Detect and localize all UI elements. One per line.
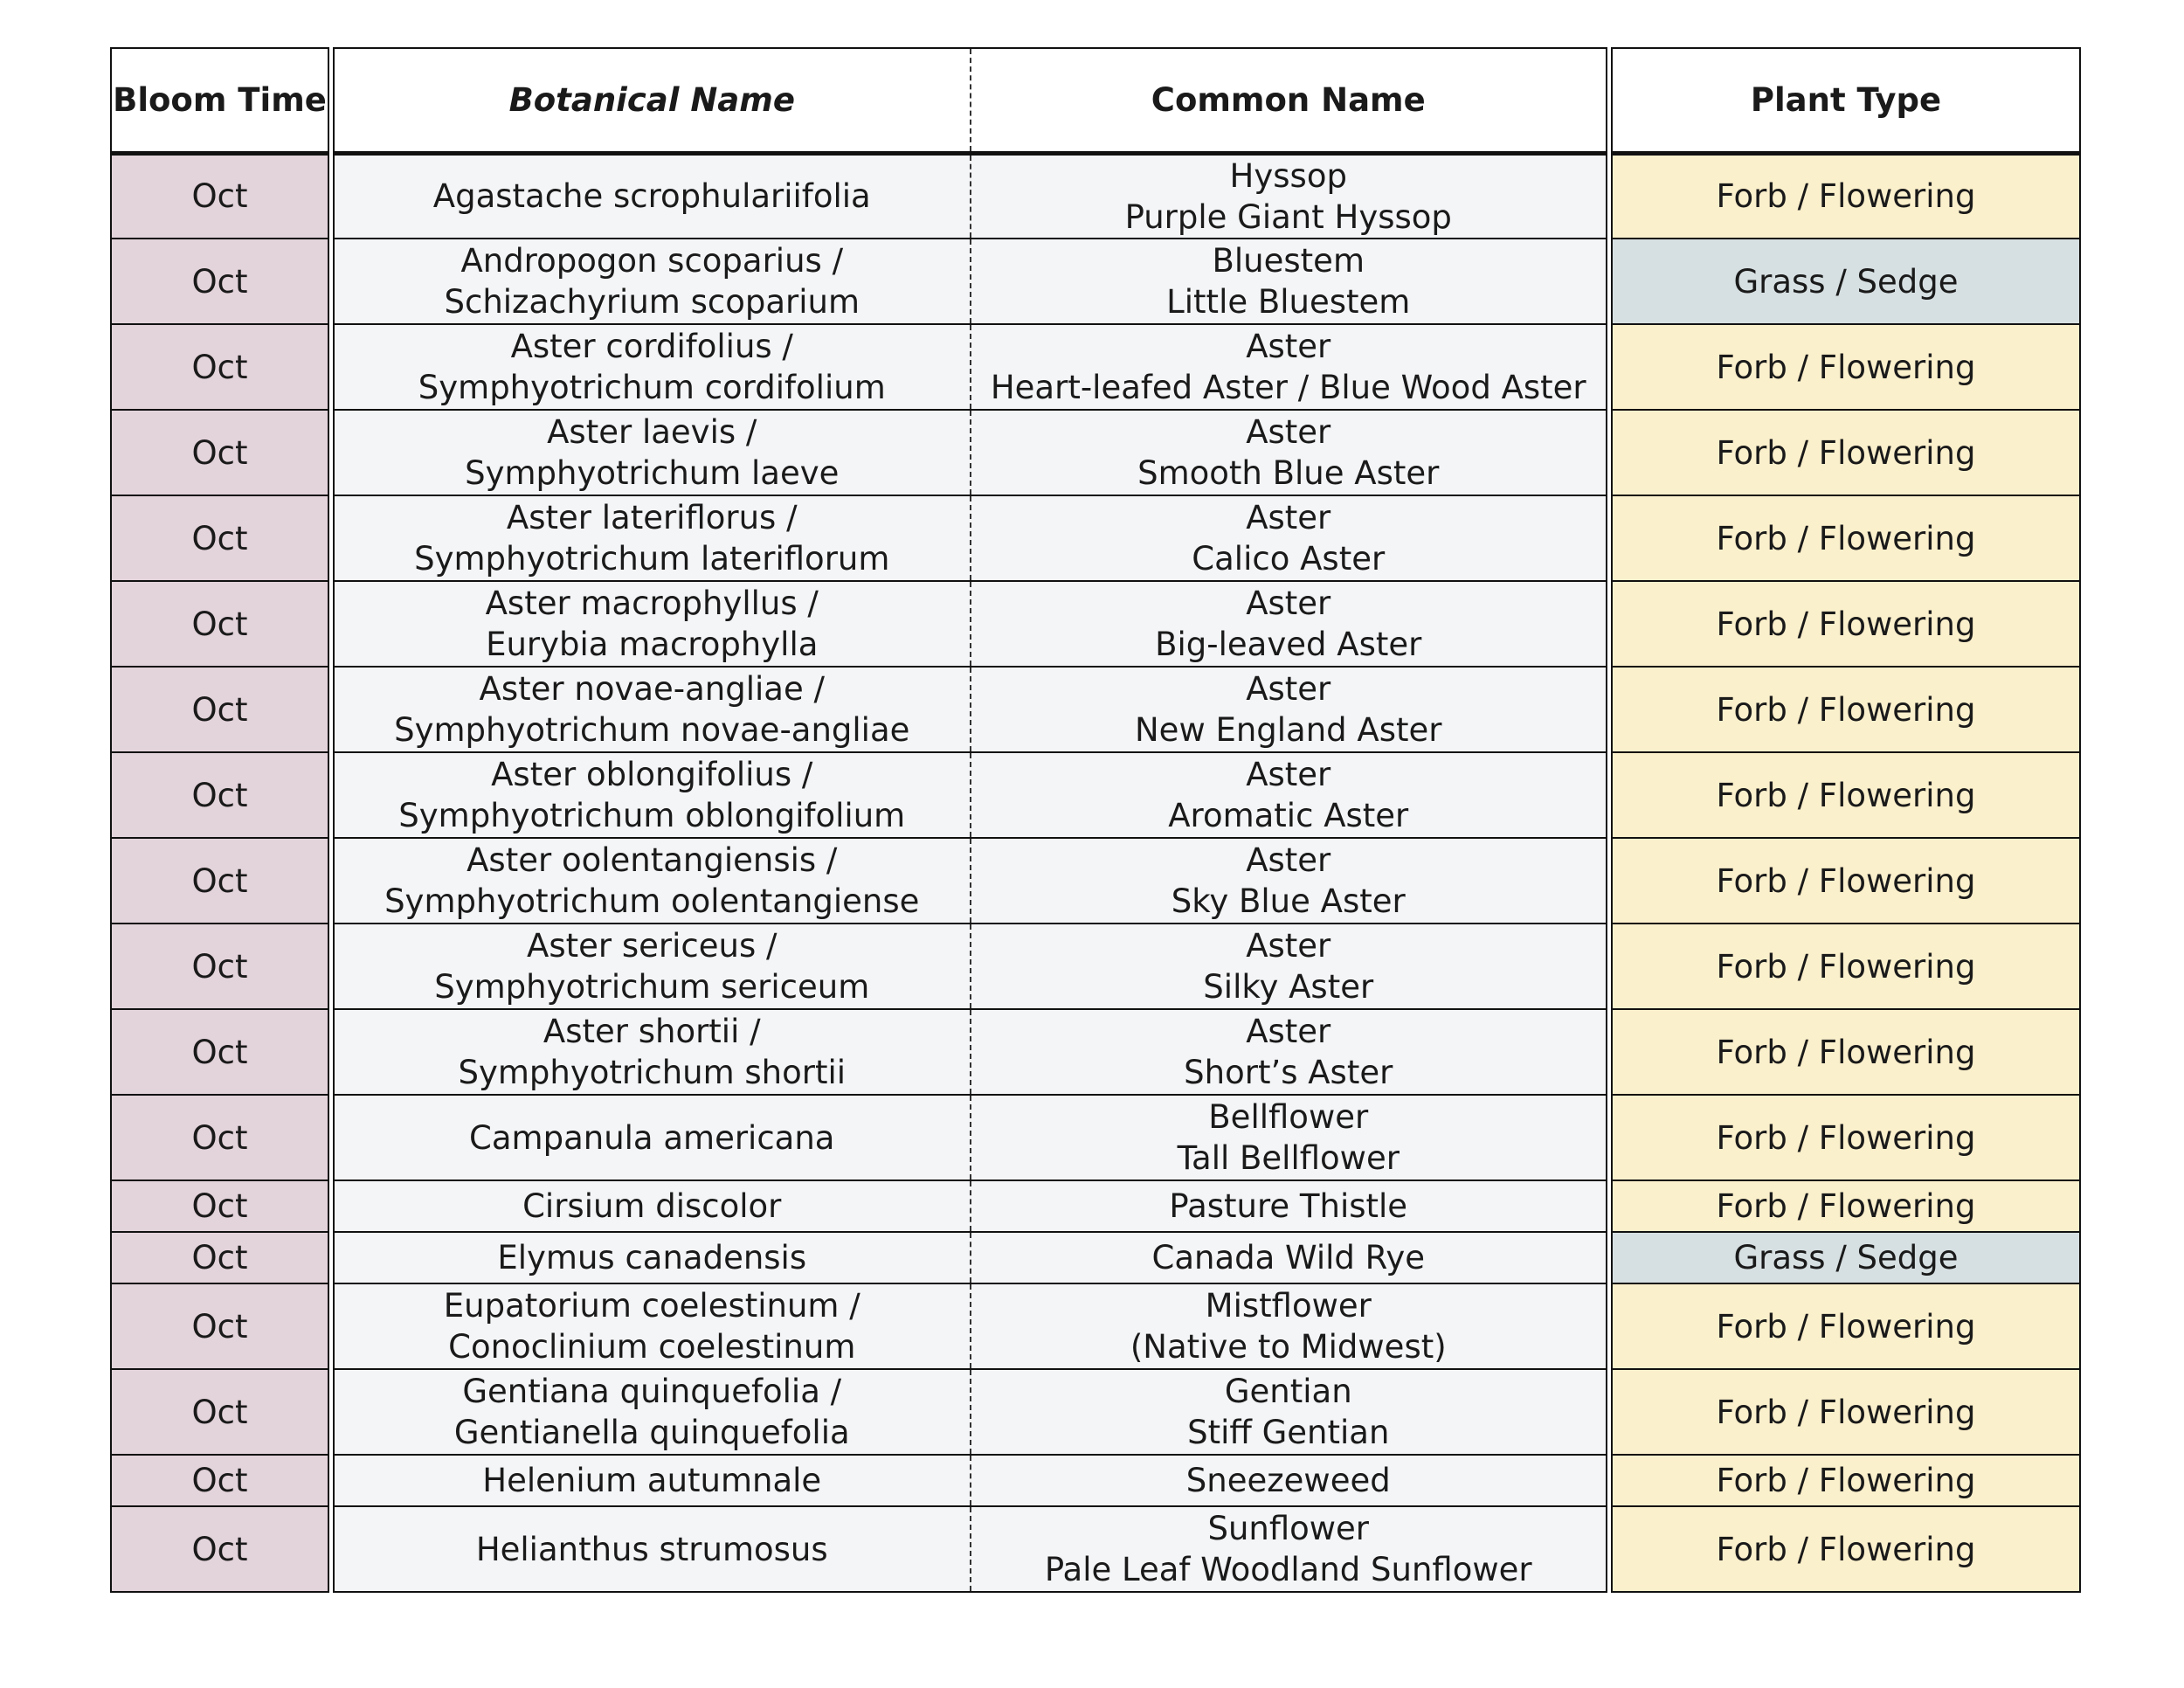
plant-type-cell: Grass / Sedge [1612, 239, 2080, 324]
common-name-line: Aster [1246, 927, 1331, 965]
common-name-line: Big-leaved Aster [1155, 626, 1422, 663]
botanical-name-cell [334, 1283, 971, 1369]
botanical-name-line: Symphyotrichum sericeum [434, 968, 870, 1006]
bloom-time-cell: Oct [111, 495, 328, 581]
common-name-cell [971, 1095, 1607, 1180]
table-row [1612, 1506, 2080, 1592]
botanical-name-cell [334, 153, 971, 239]
common-name-line: Aster [1246, 670, 1331, 708]
common-name-line: Pale Leaf Woodland Sunflower [1044, 1551, 1532, 1588]
common-name-line: Calico Aster [1192, 540, 1386, 578]
botanical-name-line: Schizachyrium scoparium [444, 283, 860, 321]
common-name-line: Short’s Aster [1184, 1054, 1393, 1091]
common-name-line: Sneezeweed [1185, 1462, 1391, 1499]
bloom-time-cell: Oct [111, 1506, 328, 1592]
botanical-name-line: Aster sericeus / [527, 927, 778, 965]
plant-type-cell: Forb / Flowering [1612, 495, 2080, 581]
botanical-name-cell [334, 410, 971, 495]
common-name-cell [971, 1369, 1607, 1455]
table-row [111, 410, 328, 495]
plant-type-cell: Forb / Flowering [1612, 153, 2080, 239]
plant-type-table-frame [1611, 47, 2081, 1593]
botanical-name-line: Elymus canadensis [497, 1239, 807, 1276]
botanical-name-line: Symphyotrichum oblongifolium [398, 797, 906, 834]
table-row [111, 838, 328, 924]
botanical-name-line: Andropogon scoparius / [460, 242, 844, 280]
common-name-line: Bluestem [1212, 242, 1365, 280]
table-row [334, 153, 1607, 239]
common-name-line: Sky Blue Aster [1171, 882, 1406, 920]
botanical-name-line: Symphyotrichum novae-angliae [394, 711, 910, 749]
bloom-time-table-frame [110, 47, 329, 1593]
common-name-line: Mistflower [1205, 1287, 1372, 1325]
table-row [1612, 667, 2080, 752]
table-row [1612, 1455, 2080, 1506]
plant-type-cell: Forb / Flowering [1612, 581, 2080, 667]
botanical-name-line: Gentianella quinquefolia [453, 1414, 850, 1451]
botanical-name-line: Aster laevis / [547, 413, 757, 451]
botanical-name-line: Symphyotrichum cordifolium [418, 369, 886, 406]
common-name-line: Sunflower [1207, 1510, 1370, 1547]
table-row [111, 1455, 328, 1506]
plant-type-cell: Forb / Flowering [1612, 1095, 2080, 1180]
plant-type-cell: Forb / Flowering [1612, 838, 2080, 924]
plant-type-cell: Forb / Flowering [1612, 1455, 2080, 1506]
plant-type-cell: Forb / Flowering [1612, 324, 2080, 410]
table-row [1612, 1369, 2080, 1455]
botanical-name-line: Agastache scrophulariifolia [432, 177, 871, 216]
bloom-time-cell: Oct [111, 1009, 328, 1095]
table-row [334, 1369, 1607, 1455]
common-name-cell [971, 410, 1607, 495]
table-row [111, 581, 328, 667]
botanical-name-cell [334, 1095, 971, 1180]
common-name-cell [971, 1455, 1607, 1506]
table-row [334, 1095, 1607, 1180]
common-name-cell [971, 1232, 1607, 1283]
table-row [334, 838, 1607, 924]
table-row [111, 667, 328, 752]
table-row [334, 1283, 1607, 1369]
botanical-name-line: Helianthus strumosus [475, 1530, 828, 1568]
common-name-cell [971, 924, 1607, 1009]
names-table-frame [333, 47, 1607, 1593]
table-row [1612, 924, 2080, 1009]
common-name-line: Aster [1246, 841, 1331, 879]
botanical-name-cell [334, 667, 971, 752]
common-name-cell [971, 1180, 1607, 1232]
table-row [334, 1232, 1607, 1283]
common-name-line: Aster [1246, 499, 1331, 536]
plant-type-cell: Forb / Flowering [1612, 1180, 2080, 1232]
table-row [334, 239, 1607, 324]
botanical-name-line: Campanula americana [469, 1118, 835, 1157]
table-row [1612, 153, 2080, 239]
common-name-cell [971, 324, 1607, 410]
botanical-name-line: Eupatorium coelestinum / [443, 1287, 860, 1325]
common-name-header: Common Name [971, 48, 1607, 153]
botanical-name-cell [334, 581, 971, 667]
table-row [334, 1009, 1607, 1095]
common-name-line: Purple Giant Hyssop [1124, 197, 1452, 236]
common-name-cell [971, 1506, 1607, 1592]
common-name-cell [971, 838, 1607, 924]
plant-type-table [1611, 47, 2081, 1593]
table-row [111, 1369, 328, 1455]
botanical-name-cell [334, 1369, 971, 1455]
botanical-name-cell [334, 1455, 971, 1506]
botanical-name-header: Botanical Name [334, 48, 971, 153]
common-name-line: Aster [1246, 585, 1331, 622]
botanical-name-cell [334, 239, 971, 324]
table-row [111, 324, 328, 410]
table-row [1612, 1009, 2080, 1095]
common-name-line: Aster [1246, 328, 1331, 365]
common-name-line: Heart-leafed Aster / Blue Wood Aster [990, 369, 1586, 406]
common-name-line: New England Aster [1135, 711, 1442, 749]
common-name-line: Pasture Thistle [1169, 1187, 1408, 1225]
plant-type-cell: Grass / Sedge [1612, 1232, 2080, 1283]
common-name-line: Stiff Gentian [1187, 1414, 1390, 1451]
common-name-cell [971, 239, 1607, 324]
common-name-line: Aster [1246, 756, 1331, 793]
table-row [334, 495, 1607, 581]
common-name-cell [971, 153, 1607, 239]
bloom-time-cell: Oct [111, 324, 328, 410]
bloom-time-cell: Oct [111, 1455, 328, 1506]
table-row [111, 1180, 328, 1232]
botanical-name-cell [334, 324, 971, 410]
table-row [1612, 410, 2080, 495]
botanical-name-line: Helenium autumnale [482, 1462, 822, 1499]
table-row [334, 1455, 1607, 1506]
bloom-time-cell: Oct [111, 752, 328, 838]
botanical-name-cell [334, 838, 971, 924]
common-name-cell [971, 1283, 1607, 1369]
common-name-line: Canada Wild Rye [1151, 1239, 1425, 1276]
table-row [334, 1506, 1607, 1592]
table-row [1612, 1232, 2080, 1283]
table-row [334, 924, 1607, 1009]
table-row [111, 752, 328, 838]
botanical-name-cell [334, 495, 971, 581]
common-name-line: Tall Bellflower [1177, 1139, 1400, 1177]
table-row [111, 1232, 328, 1283]
common-name-cell [971, 1009, 1607, 1095]
common-name-line: Silky Aster [1203, 968, 1374, 1006]
table-row [1612, 324, 2080, 410]
botanical-name-line: Aster cordifolius / [510, 328, 793, 365]
table-row [334, 410, 1607, 495]
header-row [111, 48, 328, 153]
common-name-cell [971, 667, 1607, 752]
botanical-name-cell [334, 1180, 971, 1232]
table-row [1612, 495, 2080, 581]
botanical-name-line: Aster oblongifolius / [491, 756, 813, 793]
names-table [333, 47, 1607, 1593]
common-name-line: Aromatic Aster [1168, 797, 1409, 834]
table-row [1612, 1095, 2080, 1180]
common-name-line: Aster [1246, 413, 1331, 451]
bloom-time-cell: Oct [111, 1283, 328, 1369]
bloom-time-cell: Oct [111, 924, 328, 1009]
table-row [111, 495, 328, 581]
table-row [111, 239, 328, 324]
botanical-name-cell [334, 752, 971, 838]
table-row [111, 1283, 328, 1369]
table-row [111, 1506, 328, 1592]
common-name-line: Smooth Blue Aster [1137, 454, 1440, 492]
bloom-time-cell: Oct [111, 1232, 328, 1283]
common-name-line: Hyssop [1229, 156, 1347, 195]
common-name-cell [971, 752, 1607, 838]
plant-type-cell: Forb / Flowering [1612, 752, 2080, 838]
table-row [111, 1009, 328, 1095]
bloom-time-cell: Oct [111, 239, 328, 324]
bloom-time-cell: Oct [111, 667, 328, 752]
table-row [111, 1095, 328, 1180]
botanical-name-line: Symphyotrichum oolentangiense [384, 882, 920, 920]
botanical-name-cell [334, 1009, 971, 1095]
bloom-time-cell: Oct [111, 1369, 328, 1455]
botanical-name-line: Eurybia macrophylla [486, 626, 819, 663]
plant-type-cell: Forb / Flowering [1612, 410, 2080, 495]
table-row [334, 667, 1607, 752]
bloom-time-cell: Oct [111, 1180, 328, 1232]
table-row [1612, 581, 2080, 667]
table-row [111, 153, 328, 239]
common-name-line: Little Bluestem [1166, 283, 1411, 321]
plant-type-cell: Forb / Flowering [1612, 1369, 2080, 1455]
botanical-name-cell [334, 924, 971, 1009]
plant-type-header: Plant Type [1612, 48, 2080, 153]
bloom-time-cell: Oct [111, 410, 328, 495]
botanical-name-cell [334, 1232, 971, 1283]
plant-type-cell: Forb / Flowering [1612, 1283, 2080, 1369]
table-row [1612, 838, 2080, 924]
botanical-name-cell [334, 1506, 971, 1592]
common-name-line: Bellflower [1208, 1098, 1369, 1136]
common-name-cell [971, 495, 1607, 581]
botanical-name-line: Aster shortii / [543, 1013, 761, 1050]
table-row [334, 752, 1607, 838]
bloom-time-table [110, 47, 329, 1593]
common-name-line: Aster [1246, 1013, 1331, 1050]
botanical-name-line: Aster lateriflorus / [506, 499, 798, 536]
table-row [334, 581, 1607, 667]
botanical-name-line: Aster macrophyllus / [485, 585, 819, 622]
header-row [334, 48, 1607, 153]
bloom-time-cell: Oct [111, 1095, 328, 1180]
botanical-name-line: Symphyotrichum laeve [465, 454, 840, 492]
header-row [1612, 48, 2080, 153]
table-row [111, 924, 328, 1009]
botanical-name-line: Aster oolentangiensis / [467, 841, 838, 879]
table-row [334, 1180, 1607, 1232]
bloom-time-header: Bloom Time [111, 48, 328, 153]
plant-type-cell: Forb / Flowering [1612, 1506, 2080, 1592]
common-name-line: Gentian [1224, 1373, 1352, 1410]
common-name-cell [971, 581, 1607, 667]
plant-type-cell: Forb / Flowering [1612, 924, 2080, 1009]
plant-type-cell: Forb / Flowering [1612, 667, 2080, 752]
bloom-time-cell: Oct [111, 838, 328, 924]
botanical-name-line: Cirsium discolor [522, 1187, 782, 1225]
table-row [1612, 752, 2080, 838]
table-row [1612, 1283, 2080, 1369]
plant-type-cell: Forb / Flowering [1612, 1009, 2080, 1095]
botanical-name-line: Aster novae-angliae / [479, 670, 825, 708]
table-row [334, 324, 1607, 410]
botanical-name-line: Gentiana quinquefolia / [462, 1373, 842, 1410]
botanical-name-line: Conoclinium coelestinum [448, 1328, 856, 1366]
table-row [1612, 239, 2080, 324]
botanical-name-line: Symphyotrichum lateriflorum [414, 540, 890, 578]
bloom-time-cell: Oct [111, 153, 328, 239]
common-name-line: (Native to Midwest) [1130, 1328, 1447, 1366]
botanical-name-line: Symphyotrichum shortii [458, 1054, 847, 1091]
bloom-time-cell: Oct [111, 581, 328, 667]
table-row [1612, 1180, 2080, 1232]
